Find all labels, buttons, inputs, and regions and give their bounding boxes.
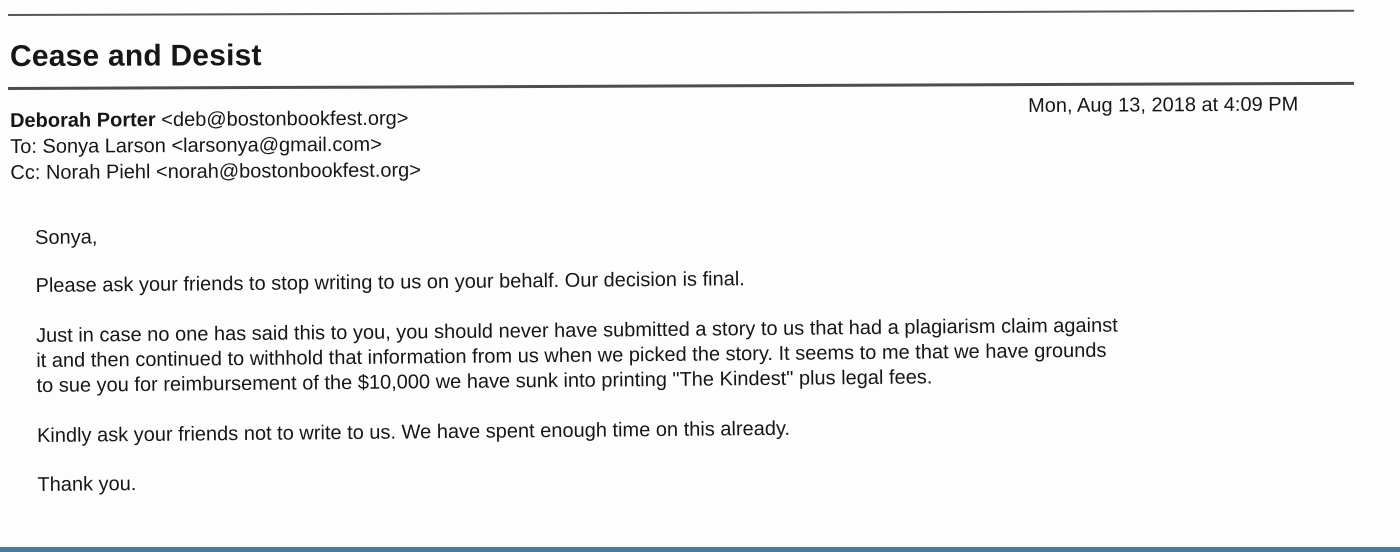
paragraph-2-line: to sue you for reimbursement of the $10,000 we have sunk into printing "The Kindest" plus legal fees.: [36, 366, 933, 397]
email-date: Mon, Aug 13, 2018 at 4:09 PM: [1028, 93, 1299, 117]
to-line: To: Sonya Larson <larsonya@gmail.com>: [10, 133, 382, 158]
cc-line: Cc: Norah Piehl <norah@bostonbookfest.org>: [10, 159, 422, 184]
paragraph-2: [36, 312, 1337, 399]
paragraph-3: Kindly ask your friends not to write to us. We have spent enough time on this already.: [36, 417, 791, 447]
sender-email: <deb@bostonbookfest.org>: [161, 107, 409, 132]
header-divider: [8, 82, 1354, 90]
from-line: [10, 105, 421, 134]
email-body: [35, 214, 1338, 498]
email-header: [10, 105, 421, 186]
email-subject: Cease and Desist: [9, 39, 262, 73]
top-divider: [8, 10, 1354, 16]
paragraph-2-line: it and then continued to withhold that information from us when we picked the story. It seems to me that we have grounds: [36, 339, 1107, 372]
paragraph-1: Please ask your friends to stop writing to us on your behalf. Our decision is final.: [35, 268, 745, 297]
bottom-edge-bar: [0, 547, 1400, 552]
paragraph-2-line: Just in case no one has said this to you, you should never have submitted a story to us that had a plagiarism claim against: [35, 314, 1118, 347]
closing: Thank you.: [37, 473, 137, 496]
sender-name: Deborah Porter: [10, 109, 156, 132]
greeting: Sonya,: [35, 226, 98, 249]
